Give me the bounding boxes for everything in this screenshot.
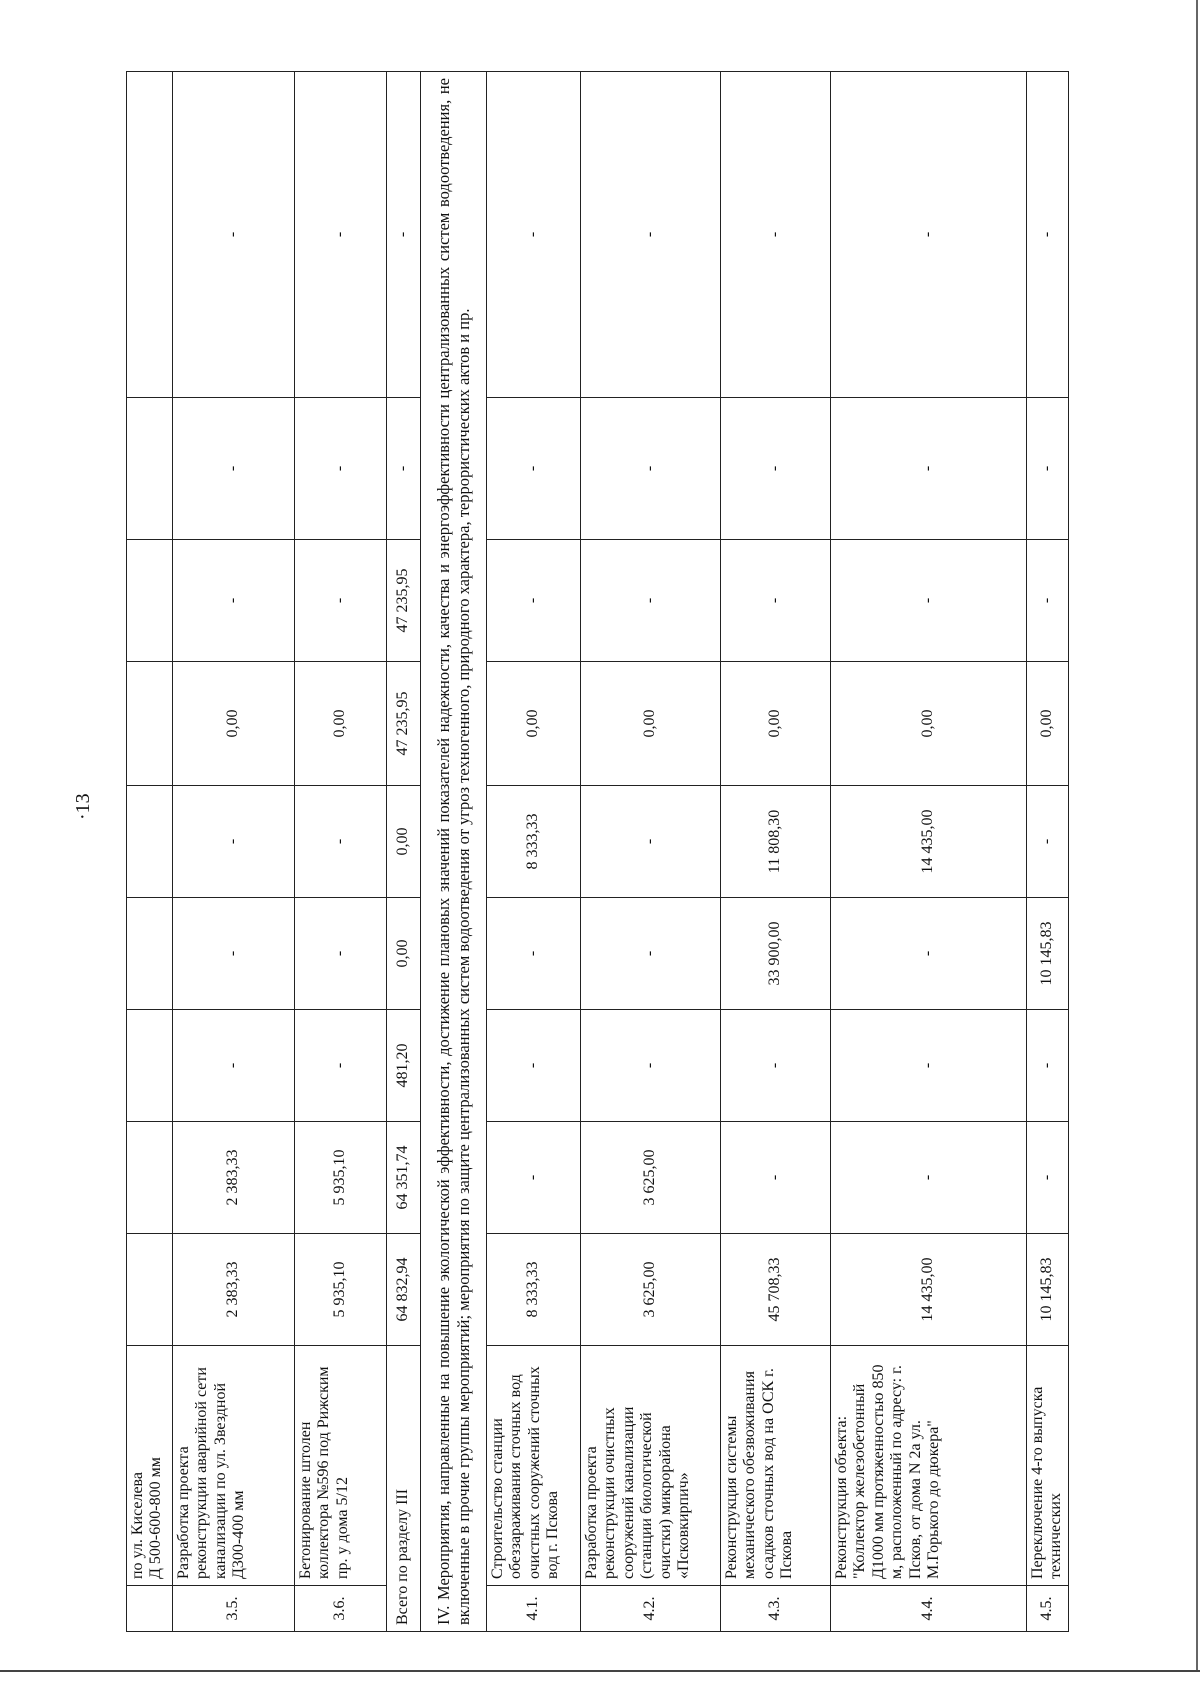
- table-row: [127, 72, 173, 1632]
- cell-value: -: [173, 540, 295, 662]
- cell-value: 3 625,00: [581, 1122, 721, 1234]
- cell-value: [127, 786, 173, 898]
- cell-value: -: [295, 540, 387, 662]
- row-name: Переключение 4-го выпуска технических: [1027, 1346, 1069, 1586]
- cell-value: -: [581, 72, 721, 398]
- cell-value: -: [173, 786, 295, 898]
- table-row: [721, 72, 831, 1632]
- total-row: [387, 72, 421, 1632]
- cell-value: -: [295, 398, 387, 540]
- cell-value: -: [721, 1122, 831, 1234]
- table-row: [1027, 72, 1069, 1632]
- table-row: [295, 72, 387, 1632]
- row-number: 4.3.: [721, 1586, 831, 1632]
- cell-value: 10 145,83: [1027, 898, 1069, 1010]
- table-row: [487, 72, 581, 1632]
- cell-value: 0,00: [295, 662, 387, 786]
- cell-value: -: [1027, 1010, 1069, 1122]
- cell-value: 0,00: [831, 662, 1027, 786]
- cell-value: -: [1027, 1122, 1069, 1234]
- cell-value: [127, 662, 173, 786]
- cell-value: 3 625,00: [581, 1234, 721, 1346]
- cell-value: 33 900,00: [721, 898, 831, 1010]
- cell-value: -: [1027, 540, 1069, 662]
- cell-value: -: [831, 1122, 1027, 1234]
- cell-value: [127, 1122, 173, 1234]
- cell-value: 14 435,00: [831, 786, 1027, 898]
- cell-value: -: [581, 398, 721, 540]
- total-value: 64 351,74: [387, 1122, 421, 1234]
- cell-value: -: [487, 398, 581, 540]
- cell-value: 0,00: [581, 662, 721, 786]
- page-number: ·13: [72, 793, 94, 820]
- cell-value: 2 383,33: [173, 1234, 295, 1346]
- cell-value: -: [831, 72, 1027, 398]
- cell-value: -: [173, 898, 295, 1010]
- cell-value: [127, 1010, 173, 1122]
- row-name: по ул. Киселева Д 500-600-800 мм: [127, 1346, 173, 1586]
- row-name: Разработка проекта реконструкции аварийной сети канализации по ул. Звездной Д300-400 мм: [173, 1346, 295, 1586]
- table-row: [173, 72, 295, 1632]
- cell-value: -: [721, 398, 831, 540]
- cell-value: 45 708,33: [721, 1234, 831, 1346]
- cell-value: -: [487, 540, 581, 662]
- cell-value: -: [581, 898, 721, 1010]
- row-name: Бетонирование штолен коллектора №596 под Рижским пр. у дома 5/12: [295, 1346, 387, 1586]
- cell-value: 8 333,33: [487, 786, 581, 898]
- cell-value: 10 145,83: [1027, 1234, 1069, 1346]
- cell-value: 0,00: [721, 662, 831, 786]
- cell-value: -: [581, 786, 721, 898]
- total-label: Всего по разделу III: [387, 1346, 421, 1632]
- cell-value: -: [487, 898, 581, 1010]
- cell-value: [127, 72, 173, 398]
- cell-value: [127, 898, 173, 1010]
- cell-value: -: [295, 786, 387, 898]
- row-number: 3.6.: [295, 1586, 387, 1632]
- row-number: 4.1.: [487, 1586, 581, 1632]
- cell-value: 0,00: [487, 662, 581, 786]
- cell-value: -: [173, 1010, 295, 1122]
- total-value: 47 235,95: [387, 662, 421, 786]
- total-value: -: [387, 72, 421, 398]
- cell-value: -: [831, 1010, 1027, 1122]
- cell-value: -: [581, 1010, 721, 1122]
- cell-value: -: [295, 1010, 387, 1122]
- cell-value: -: [831, 540, 1027, 662]
- cell-value: -: [721, 540, 831, 662]
- cell-value: -: [581, 540, 721, 662]
- cell-value: -: [1027, 786, 1069, 898]
- cell-value: 2 383,33: [173, 1122, 295, 1234]
- row-number: [127, 1586, 173, 1632]
- scan-border-right: [1196, 0, 1198, 1672]
- row-number: 4.5.: [1027, 1586, 1069, 1632]
- table-row: [581, 72, 721, 1632]
- cell-value: -: [831, 398, 1027, 540]
- cell-value: -: [487, 72, 581, 398]
- cell-value: -: [295, 898, 387, 1010]
- cell-value: -: [487, 1122, 581, 1234]
- table-row: [831, 72, 1027, 1632]
- cell-value: -: [1027, 72, 1069, 398]
- cell-value: 5 935,10: [295, 1234, 387, 1346]
- cell-value: [127, 540, 173, 662]
- section-iv-title: IV. Мероприятия, направленные на повышение экологической эффективности, достижение плановых значений показателей надежности, качества и энергоэффективности централизованных систем водоотведения, не включенные в прочие группы мероприятий; мероприятия по защите централизованных систем водоотведения от угроз техногенного, природного характера, террористических актов и пр.: [421, 72, 487, 1632]
- cell-value: 8 333,33: [487, 1234, 581, 1346]
- cell-value: -: [295, 72, 387, 398]
- row-name: Строительство станции обеззараживания сточных вод очистных сооружений сточных вод г. Пскова: [487, 1346, 581, 1586]
- cell-value: -: [173, 72, 295, 398]
- scan-border-bottom: [0, 1670, 1200, 1672]
- section-heading-row: [421, 72, 487, 1632]
- cell-value: 0,00: [173, 662, 295, 786]
- row-name: Разработка проекта реконструкции очистных сооружений канализации (станции биологической очистки) микрорайона «Псковкирпич»: [581, 1346, 721, 1586]
- cell-value: -: [1027, 398, 1069, 540]
- rotated-table-container: [126, 72, 1065, 1632]
- row-name: Реконструкция объекта: "Коллектор железобетонный Д1000 мм протяженностью 850 м, расположенный по адресу: г. Псков, от дома N 2а ул. М.Горького до дюкера": [831, 1346, 1027, 1586]
- total-value: 0,00: [387, 786, 421, 898]
- row-number: 4.4.: [831, 1586, 1027, 1632]
- cell-value: 0,00: [1027, 662, 1069, 786]
- total-value: -: [387, 398, 421, 540]
- cell-value: 5 935,10: [295, 1122, 387, 1234]
- cell-value: -: [721, 1010, 831, 1122]
- cell-value: [127, 1234, 173, 1346]
- cell-value: -: [487, 1010, 581, 1122]
- cell-value: [127, 398, 173, 540]
- cell-value: -: [831, 898, 1027, 1010]
- cell-value: 14 435,00: [831, 1234, 1027, 1346]
- investment-program-table: [126, 71, 1069, 1632]
- row-name: Реконструкция системы механического обезвоживания осадков сточных вод на ОСК г. Пскова: [721, 1346, 831, 1586]
- row-number: 4.2.: [581, 1586, 721, 1632]
- total-value: 0,00: [387, 898, 421, 1010]
- total-value: 64 832,94: [387, 1234, 421, 1346]
- row-number: 3.5.: [173, 1586, 295, 1632]
- cell-value: -: [721, 72, 831, 398]
- cell-value: 11 808,30: [721, 786, 831, 898]
- total-value: 481,20: [387, 1010, 421, 1122]
- cell-value: -: [173, 398, 295, 540]
- total-value: 47 235,95: [387, 540, 421, 662]
